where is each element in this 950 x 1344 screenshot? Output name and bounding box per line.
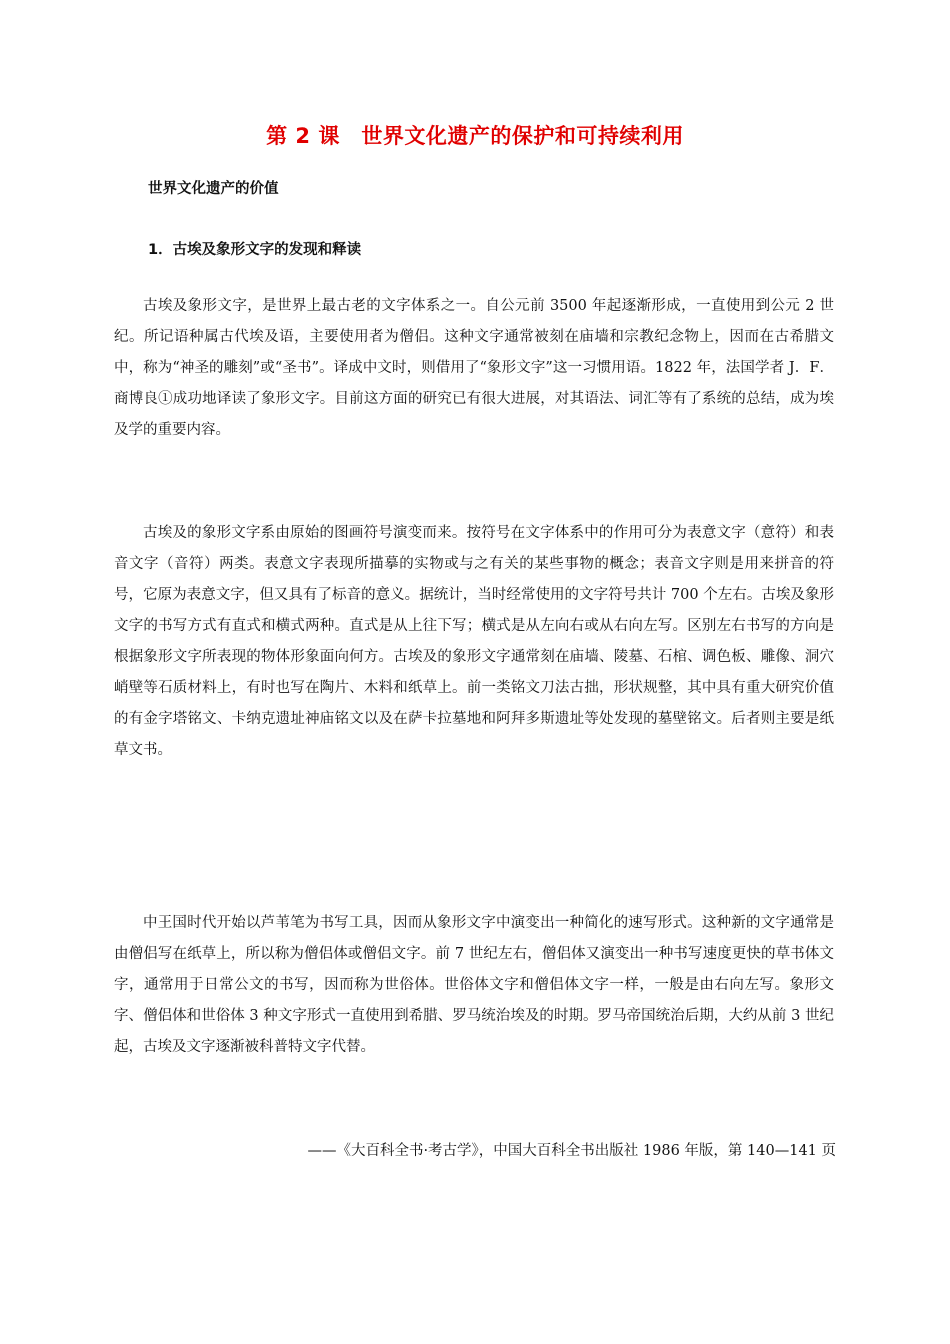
subsection-heading: 1．古埃及象形文字的发现和释读 xyxy=(148,242,362,258)
source-citation: ——《大百科全书·考古学》，中国大百科全书出版社 1986 年版，第 140—141 页 xyxy=(307,1143,836,1159)
paragraph-3: 中王国时代开始以芦苇笔为书写工具，因而从象形文字中演变出一种简化的速写形式。这种新的文字通常是由僧侣写在纸草上，所以称为僧侣体或僧侣文字。前 7 世纪左右，僧侣体又演变出一种书写速度更快的草书体文字，通常用于日常公文的书写，因而称为世俗体。世俗体文字和僧侣体文字一样，一般是由右向左写。象形文字、僧侣体和世俗体 3 种文字形式一直使用到希腊、罗马统治埃及的时期。罗马帝国统治后期，大约从前 3 世纪起，古埃及文字逐渐被科普特文字代替。 xyxy=(114,915,834,1055)
paragraph-2: 古埃及的象形文字系由原始的图画符号演变而来。按符号在文字体系中的作用可分为表意文字（意符）和表音文字（音符）两类。表意文字表现所描摹的实物或与之有关的某些事物的概念；表音文字则是用来拼音的符号，它原为表意文字，但又具有了标音的意义。据统计，当时经常使用的文字符号共计 700 个左右。古埃及象形文字的书写方式有直式和横式两种。直式是从上往下写；横式是从左向右或从右向左写。区别左右书写的方向是根据象形文字所表现的物体形象面向何方。古埃及的象形文字通常刻在庙墙、陵墓、石棺、调色板、雕像、洞穴峭壁等石质材料上，有时也写在陶片、木料和纸草上。前一类铭文刀法古拙，形状规整，其中具有重大研究价值的有金字塔铭文、卡纳克遗址神庙铭文以及在萨卡拉墓地和阿拜多斯遗址等处发现的墓壁铭文。后者则主要是纸草文书。 xyxy=(114,525,834,758)
section-heading: 世界文化遗产的价值 xyxy=(148,181,279,197)
paragraph-1: 古埃及象形文字，是世界上最古老的文字体系之一。自公元前 3500 年起逐渐形成，一直使用到公元 2 世纪。所记语种属古代埃及语，主要使用者为僧侣。这种文字通常被刻在庙墙和宗教纪念物上，因而在古希腊文中，称为“神圣的雕刻”或“圣书”。译成中文时，则借用了“象形文字”这一习惯用语。1822 年，法国学者 J．F．商博良①成功地译读了象形文字。目前这方面的研究已有很大进展，对其语法、词汇等有了系统的总结，成为埃及学的重要内容。 xyxy=(114,298,834,438)
page-title: 第 2 课 世界文化遗产的保护和可持续利用 xyxy=(266,124,684,148)
